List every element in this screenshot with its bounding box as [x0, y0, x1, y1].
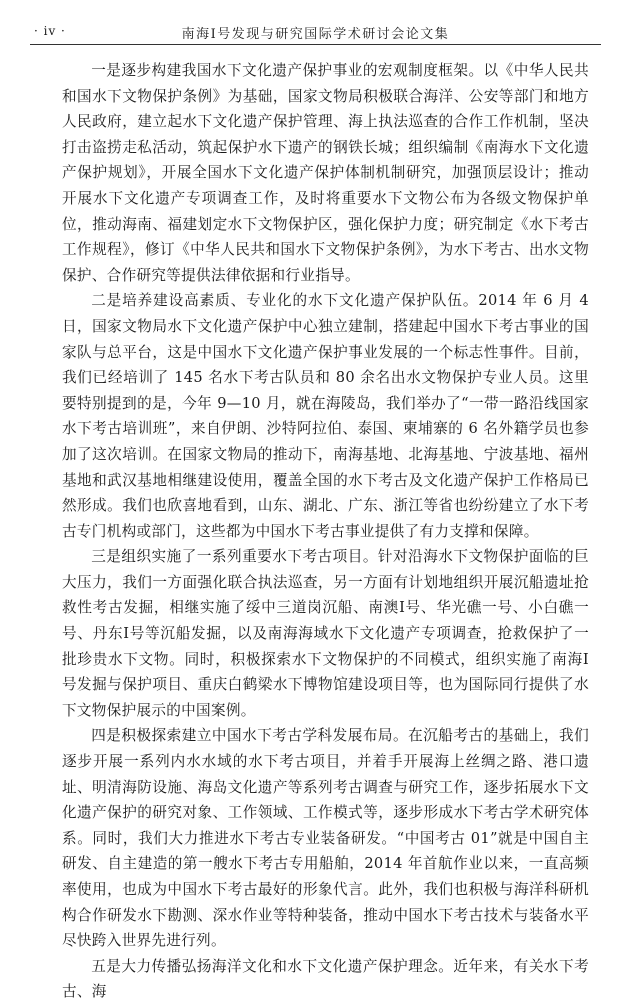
running-title: 南海Ⅰ号发现与研究国际学术研讨会论文集 [181, 27, 450, 42]
page-number: · iv · [34, 24, 66, 38]
body-text [62, 58, 589, 1001]
paragraph-2: 二是培养建设高素质、专业化的水下文化遗产保护队伍。2014 年 6 月 4 日，国家文物局水下文化遗产保护中心独立建制，搭建起中国水下考古事业的国家队与总平台，这是中国水下文化遗产保护事业发展的一个标志性事件。目前，我们已经培训了 145 名水下考古队员和 80 余名出水文物保护专业人员。这里要特别提到的是，今年 9—10 月，就在海陵岛，我们举办了“一带一路沿线国家水下考古培训班”，来自伊朗、沙特阿拉伯、泰国、柬埔寨的 6 名外籍学员也参加了这次培训。在国家文物局的推动下，南海基地、北海基地、宁波基地、福州基地和武汉基地相继建设使用，覆盖全国的水下考古及文化遗产保护工作格局已然形成。我们也欣喜地看到，山东、湖北、广东、浙江等省也纷纷建立了水下考古专门机构或部门，这些都为中国水下考古事业提供了有力支撑和保障。 [62, 292, 589, 540]
paragraph-3: 三是组织实施了一系列重要水下考古项目。针对沿海水下文物保护面临的巨大压力，我们一方面强化联合执法巡查，另一方面有计划地组织开展沉船遗址抢救性考古发掘，相继实施了绥中三道岗沉船、南澳Ⅰ号、华光礁一号、小白礁一号、丹东Ⅰ号等沉船发掘，以及南海海域水下文化遗产专项调查，抢救保护了一批珍贵水下文物。同时，积极探索水下文物保护的不同模式，组织实施了南海Ⅰ号发掘与保护项目、重庆白鹤梁水下博物馆建设项目等，也为国际同行提供了水下文物保护展示的中国案例。 [62, 548, 589, 719]
running-header [30, 22, 601, 45]
paragraph-4: 四是积极探索建立中国水下考古学科发展布局。在沉船考古的基础上，我们逐步开展一系列内水水域的水下考古项目，并着手开展海上丝绸之路、港口遗址、明清海防设施、海岛文化遗产等系列考古调查与研究工作，逐步拓展水下文化遗产保护的研究对象、工作领域、工作模式等，逐步形成水下考古学术研究体系。同时，我们大力推进水下考古专业装备研发。“中国考古 01”就是中国自主研发、自主建造的第一艘水下考古专用船舶，2014 年首航作业以来，一直高频率使用，也成为中国水下考古最好的形象代言。此外，我们也积极与海洋科研机构合作研发水下勘测、深水作业等特种装备，推动中国水下考古技术与装备水平尽快跨入世界先进行列。 [62, 727, 589, 950]
paragraph-5: 五是大力传播弘扬海洋文化和水下文化遗产保护理念。近年来，有关水下考古、海 [62, 957, 589, 1001]
paragraph-1: 一是逐步构建我国水下文化遗产保护事业的宏观制度框架。以《中华人民共和国水下文物保护条例》为基础，国家文物局积极联合海洋、公安等部门和地方人民政府，建立起水下文化遗产保护管理、海上执法巡查的合作工作机制，坚决打击盗捞走私活动，筑起保护水下遗产的钢铁长城；组织编制《南海水下文化遗产保护规划》，开展全国水下文化遗产保护体制机制研究，加强顶层设计；推动开展水下文化遗产专项调查工作，及时将重要水下文物公布为各级文物保护单位，推动海南、福建划定水下文物保护区，强化保护力度；研究制定《水下考古工作规程》，修订《中华人民共和国水下文物保护条例》，为水下考古、出水文物保护、合作研究等提供法律依据和行业指导。 [62, 62, 589, 284]
